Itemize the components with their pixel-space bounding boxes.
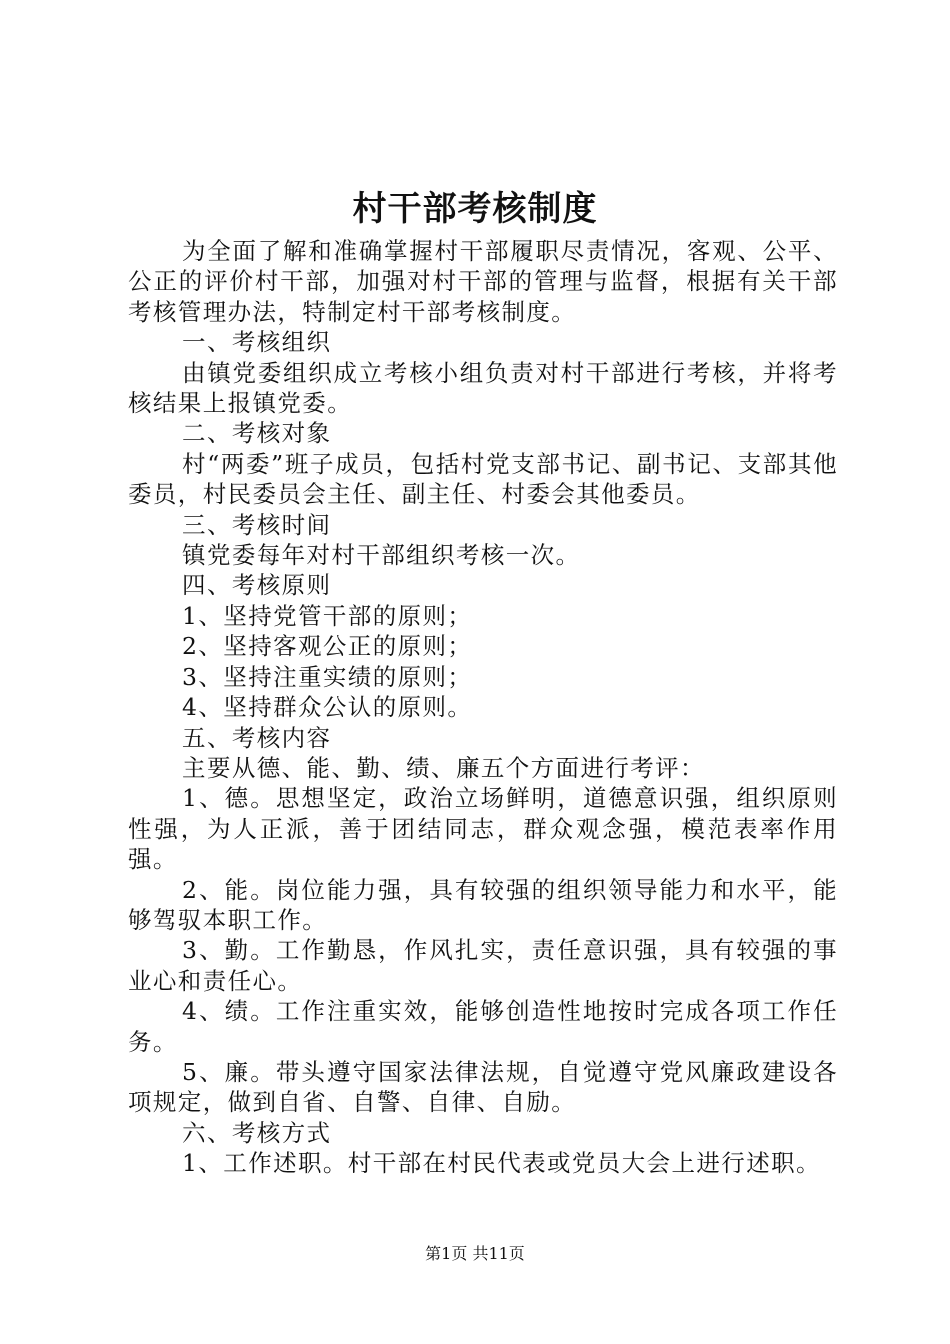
section-heading: 一、考核组织 bbox=[182, 328, 332, 357]
list-item: 3、勤。工作勤恳，作风扎实，责任意识强，具有较强的事业心和责任心。 bbox=[128, 936, 838, 995]
list-item: 2、坚持客观公正的原则； bbox=[182, 632, 473, 661]
section-heading: 四、考核原则 bbox=[182, 571, 332, 600]
list-item: 1、工作述职。村干部在村民代表或党员大会上进行述职。 bbox=[182, 1149, 821, 1178]
list-item: 4、坚持群众公认的原则。 bbox=[182, 693, 473, 722]
document-body bbox=[128, 236, 838, 1179]
document-title: 村干部考核制度 bbox=[352, 189, 598, 229]
body-paragraph: 由镇党委组织成立考核小组负责对村干部进行考核，并将考核结果上报镇党委。 bbox=[128, 358, 838, 418]
section-heading: 五、考核内容 bbox=[182, 723, 332, 752]
list-item: 5、廉。带头遵守国家法律法规，自觉遵守党风廉政建设各项规定，做到自省、自警、自律、自励。 bbox=[128, 1057, 838, 1117]
list-item: 3、坚持注重实绩的原则； bbox=[182, 662, 473, 691]
section-heading: 三、考核时间 bbox=[182, 510, 332, 539]
list-item: 2、能。岗位能力强，具有较强的组织领导能力和水平，能够驾驭本职工作。 bbox=[128, 875, 838, 934]
section-heading: 二、考核对象 bbox=[182, 419, 332, 448]
intro-paragraph: 为全面了解和准确掌握村干部履职尽责情况，客观、公平、公正的评价村干部，加强对村干部的管理与监督，根据有关干部考核管理办法，特制定村干部考核制度。 bbox=[128, 237, 838, 326]
section-heading: 六、考核方式 bbox=[182, 1118, 332, 1147]
body-paragraph: 镇党委每年对村干部组织考核一次。 bbox=[182, 541, 581, 570]
list-item: 1、坚持党管干部的原则； bbox=[182, 601, 473, 630]
body-paragraph: 村“两委”班子成员，包括村党支部书记、副书记、支部其他委员，村民委员会主任、副主任、村委会其他委员。 bbox=[128, 449, 838, 509]
body-paragraph: 主要从德、能、勤、绩、廉五个方面进行考评： bbox=[182, 753, 705, 782]
page-footer: 第1页 共11页 bbox=[425, 1244, 525, 1263]
list-item: 4、绩。工作注重实效，能够创造性地按时完成各项工作任务。 bbox=[128, 997, 838, 1056]
list-item: 1、德。思想坚定，政治立场鲜明，道德意识强，组织原则性强，为人正派，善于团结同志，群众观念强，模范表率作用强。 bbox=[128, 784, 838, 874]
